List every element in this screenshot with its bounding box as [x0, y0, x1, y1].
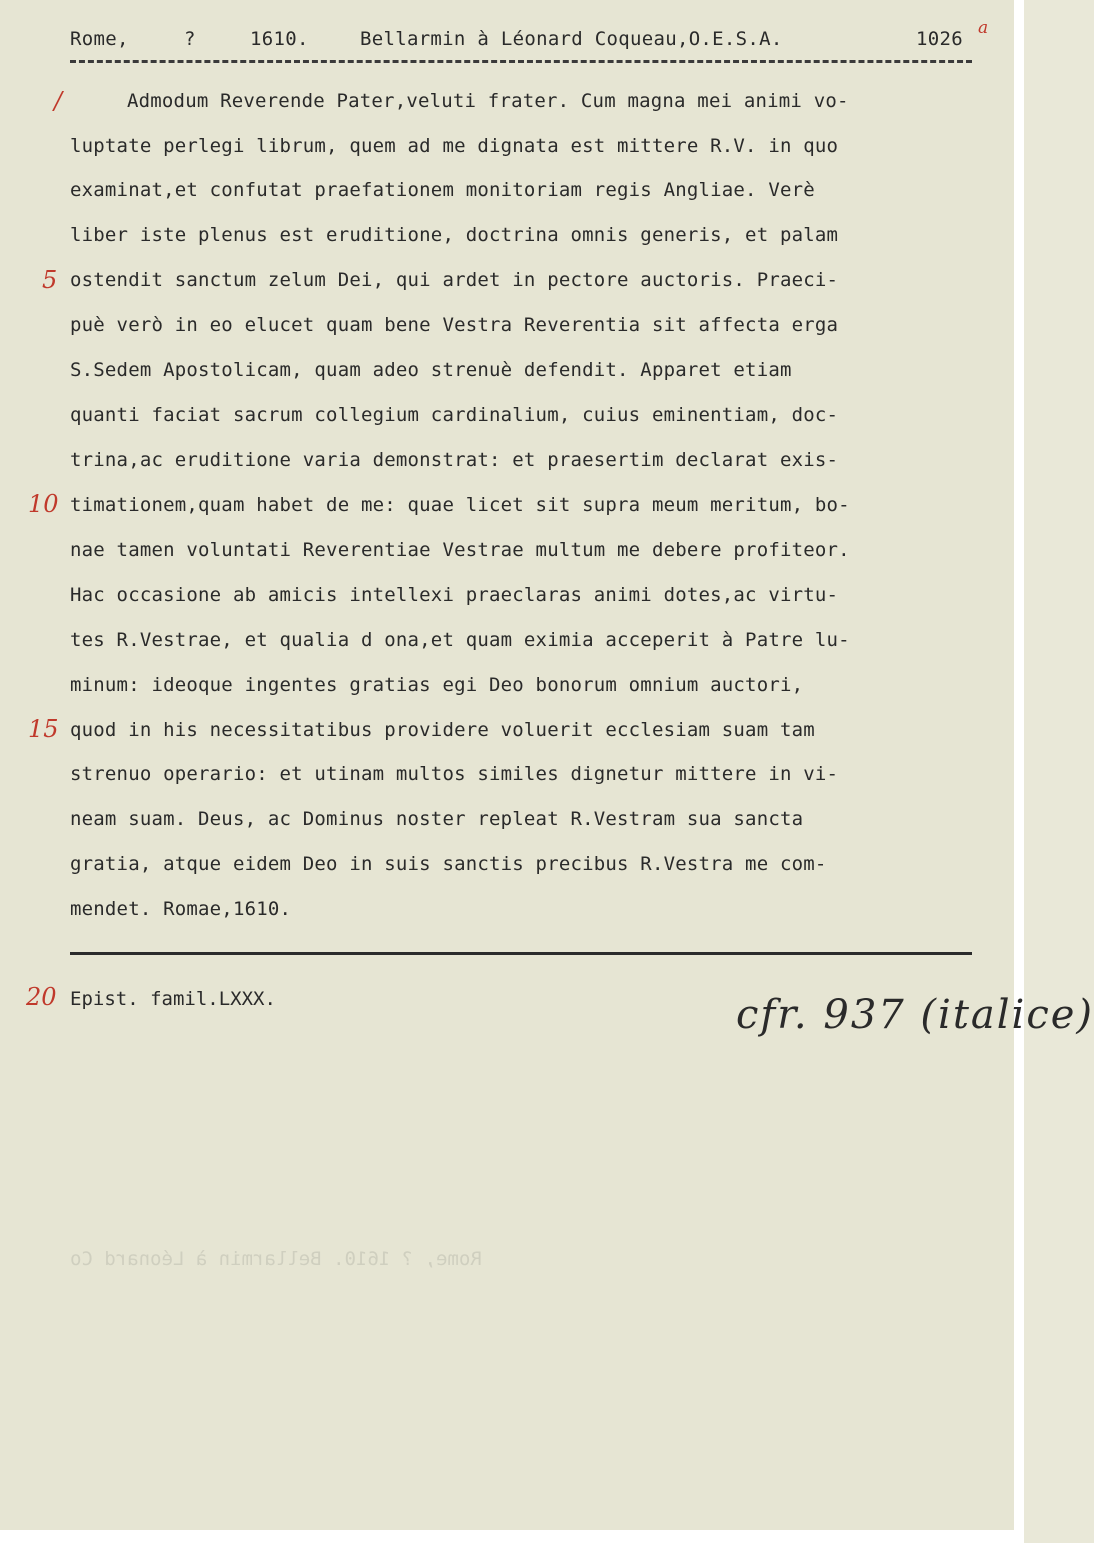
footnote-separator-rule — [70, 952, 972, 955]
header-dashed-rule — [70, 60, 972, 63]
body-line: timationem,quam habet de me: quae licet sit supra meum meritum, bo- — [70, 494, 850, 516]
handwritten-cross-reference: cfr. 937 (italice) — [736, 992, 1094, 1038]
scan-edge-right — [1014, 0, 1024, 1543]
margin-mark-1: / — [54, 87, 63, 115]
body-line: liber iste plenus est eruditione, doctrina omnis generis, et palam — [70, 224, 839, 246]
margin-mark-5: 5 — [42, 266, 58, 294]
body-line: mendet. Romae,1610. — [70, 898, 292, 920]
header-title: Bellarmin à Léonard Coqueau,O.E.S.A. — [360, 28, 783, 50]
body-line: gratia, atque eidem Deo in suis sanctis precibus R.Vestra me com- — [70, 853, 827, 875]
body-line: quanti faciat sacrum collegium cardinalium, cuius eminentiam, doc- — [70, 404, 839, 426]
body-line: quod in his necessitatibus providere voluerit ecclesiam suam tam — [70, 719, 815, 741]
margin-mark-10: 10 — [28, 490, 59, 518]
body-line: neam suam. Deus, ac Dominus noster repleat R.Vestram sua sancta — [70, 808, 804, 830]
header-place: Rome, — [70, 28, 129, 50]
header-doc-suffix: a — [978, 18, 989, 38]
body-line: Admodum Reverende Pater,veluti frater. Cum magna mei animi vo- — [127, 90, 849, 112]
scan-edge-bottom — [0, 1530, 1024, 1543]
header-doc-number: 1026 — [916, 28, 963, 50]
header-uncertain-mark: ? — [184, 28, 196, 50]
body-line: minum: ideoque ingentes gratias egi Deo bonorum omnium auctori, — [70, 674, 804, 696]
body-line: trina,ac eruditione varia demonstrat: et praesertim declarat exis- — [70, 449, 839, 471]
footnote-source: Epist. famil.LXXX. — [70, 988, 276, 1010]
body-line: puè verò in eo elucet quam bene Vestra Reverentia sit affecta erga — [70, 314, 839, 336]
margin-mark-20: 20 — [26, 983, 57, 1011]
body-line: examinat,et confutat praefationem monitoriam regis Angliae. Verè — [70, 179, 815, 201]
body-line: luptate perlegi librum, quem ad me dignata est mittere R.V. in quo — [70, 135, 839, 157]
body-line: S.Sedem Apostolicam, quam adeo strenuè defendit. Apparet etiam — [70, 359, 792, 381]
show-through-text: Rome, ? 1610. Bellarmin à Léonard Co — [70, 1248, 482, 1270]
body-line: Hac occasione ab amicis intellexi praeclaras animi dotes,ac virtu- — [70, 584, 839, 606]
margin-mark-15: 15 — [28, 715, 59, 743]
header-year: 1610. — [250, 28, 309, 50]
document-header — [70, 18, 989, 56]
body-line: ostendit sanctum zelum Dei, qui ardet in pectore auctoris. Praeci- — [70, 269, 839, 291]
body-line: nae tamen voluntati Reverentiae Vestrae multum me debere profiteor. — [70, 539, 850, 561]
body-line: tes R.Vestrae, et qualia d ona,et quam eximia acceperit à Patre lu- — [70, 629, 850, 651]
body-line: strenuo operario: et utinam multos similes dignetur mittere in vi- — [70, 763, 839, 785]
